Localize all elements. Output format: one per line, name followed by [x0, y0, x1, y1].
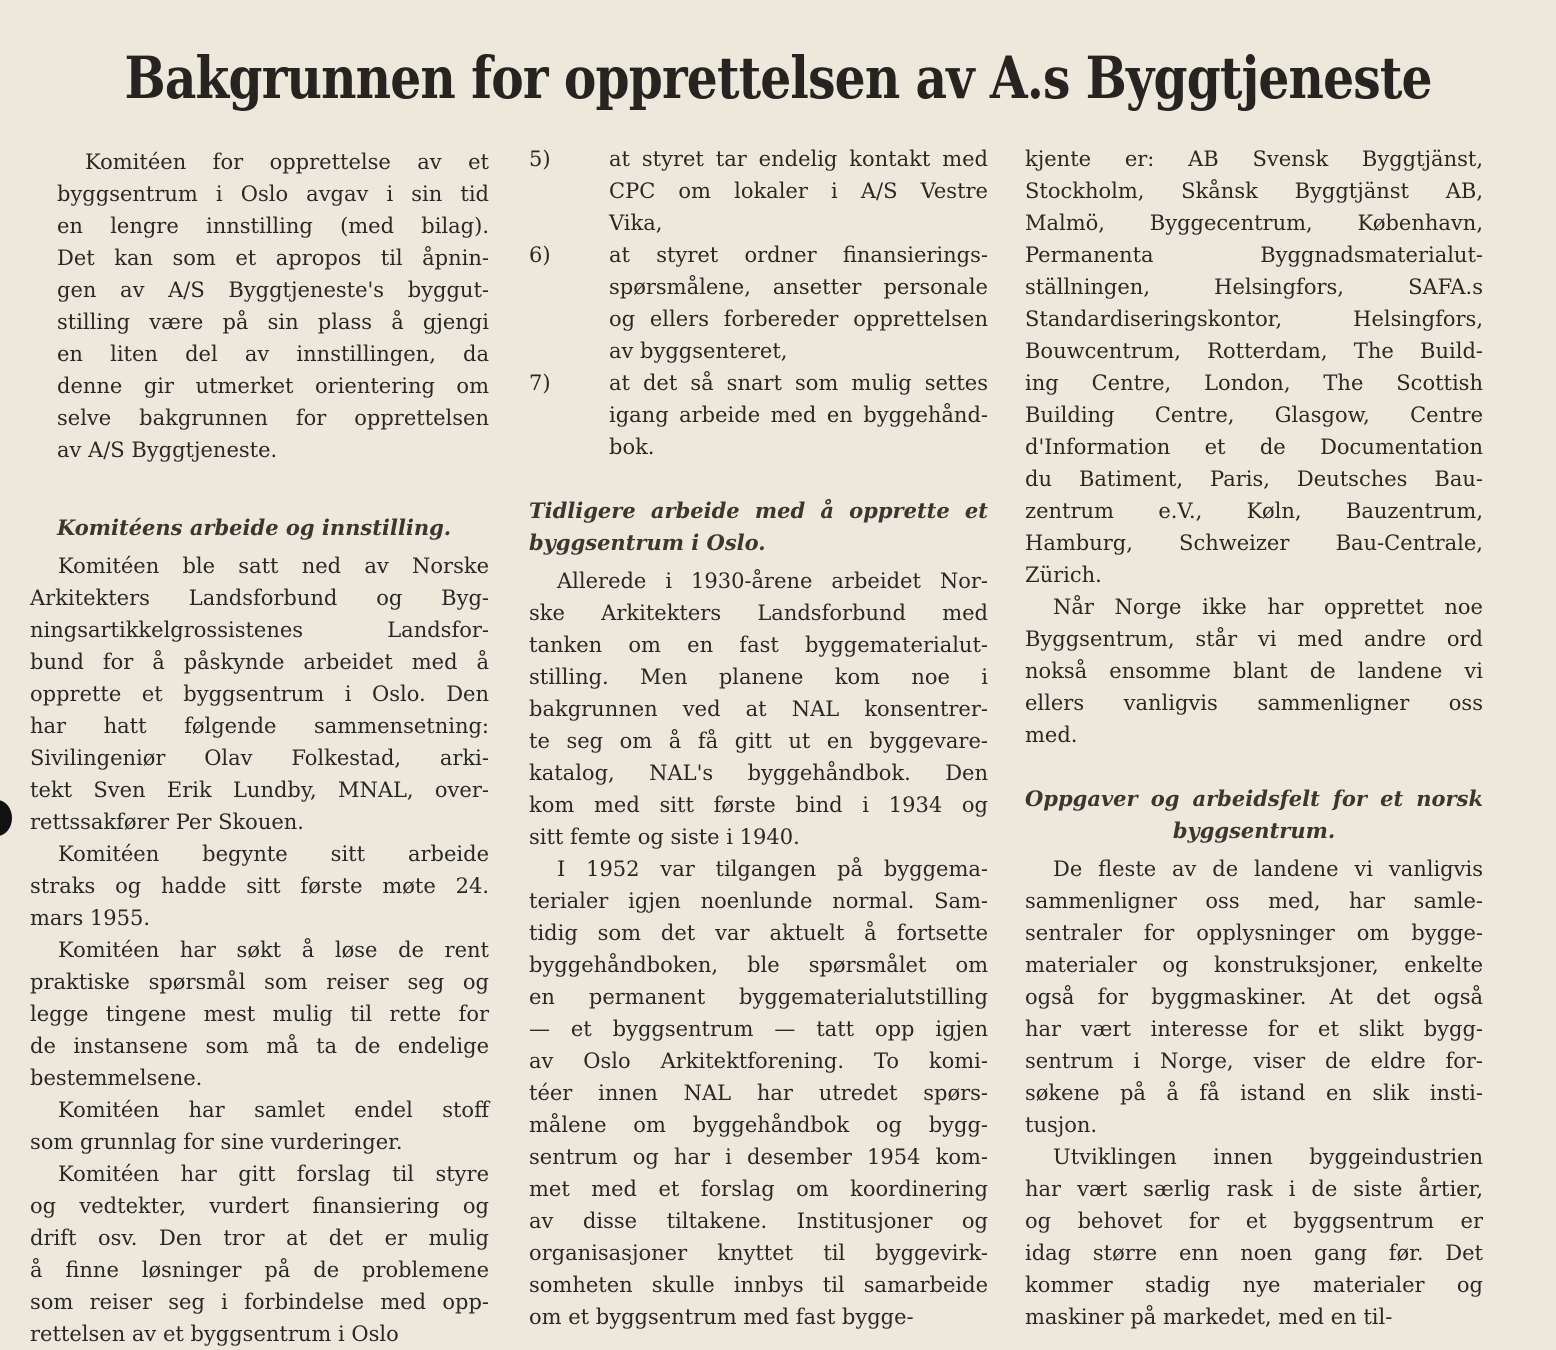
- text-line: om et byggsentrum med fast bygge-: [529, 1305, 914, 1329]
- list-number: 7): [529, 371, 551, 395]
- text-line: ellers vanligvis sammenligner oss: [1025, 691, 1483, 715]
- text-line: ställningen, Helsingfors, SAFA.s: [1025, 275, 1483, 299]
- text-line: Zürich.: [1025, 563, 1102, 587]
- text-line: sentrum i Norge, viser de eldre for-: [1025, 1049, 1483, 1073]
- text-line: igang arbeide med en byggehånd-: [609, 403, 988, 427]
- text-line: Permanenta Byggnadsmaterialut-: [1025, 243, 1483, 267]
- text-line: at det så snart som mulig settes: [609, 371, 988, 395]
- text-line: zentrum e.V., Køln, Bauzentrum,: [1025, 499, 1483, 523]
- heading-line: Oppgaver og arbeidsfelt for et norsk: [1025, 786, 1483, 811]
- text-line: Hamburg, Schweizer Bau-Centrale,: [1025, 531, 1483, 555]
- text-line: Arkitekters Landsforbund og Byg-: [30, 586, 489, 610]
- text-line: Standardiseringskontor, Helsingfors,: [1025, 307, 1483, 331]
- text-line: mars 1955.: [30, 906, 151, 930]
- text-line: av Oslo Arkitektforening. To komi-: [529, 1049, 988, 1073]
- list-number: 6): [529, 243, 551, 267]
- paragraph: [30, 550, 489, 838]
- text-line: bok.: [609, 435, 655, 459]
- text-line: De fleste av de landene vi vanligvis: [1053, 857, 1483, 881]
- text-line: — et byggsentrum — tatt opp igjen: [529, 1017, 988, 1041]
- heading-line: Tidligere arbeide med å opprette et: [529, 498, 988, 523]
- paragraph: [1025, 143, 1483, 591]
- text-line: d'Information et de Documentation: [1025, 435, 1483, 459]
- text-line: Komitéen for opprettelse av et: [85, 150, 489, 174]
- text-line: tidig som det var aktuelt å fortsette: [529, 921, 988, 945]
- list-item: [529, 239, 988, 367]
- text-line: som grunnlag for sine vurderinger.: [30, 1130, 403, 1154]
- heading-line: byggsentrum.: [1172, 818, 1336, 843]
- text-line: kommer stadig nye materialer og: [1025, 1273, 1483, 1297]
- text-line: Stockholm, Skånsk Byggtjänst AB,: [1025, 179, 1483, 203]
- text-line: drift osv. Den tror at det er mulig: [30, 1226, 489, 1250]
- text-line: du Batiment, Paris, Deutsches Bau-: [1025, 467, 1483, 491]
- text-line: bakgrunnen ved at NAL konsentrer-: [529, 697, 988, 721]
- paragraph: [30, 934, 489, 1094]
- paragraph: [30, 1094, 489, 1158]
- text-line: rettssakfører Per Skouen.: [30, 810, 304, 834]
- text-line: Utviklingen innen byggeindustrien: [1053, 1145, 1483, 1169]
- text-line: denne gir utmerket orientering om: [57, 374, 489, 398]
- text-line: I 1952 var tilgangen på byggema-: [557, 857, 988, 881]
- text-line: og behovet for et byggsentrum er: [1025, 1209, 1483, 1233]
- column-1: [30, 146, 489, 1350]
- text-line: maskiner på markedet, med en til-: [1025, 1305, 1393, 1329]
- list-item: [529, 143, 988, 239]
- text-line: nokså ensomme blant de landene vi: [1025, 659, 1483, 683]
- text-line: har vært særlig rask i de siste årtier,: [1025, 1177, 1483, 1201]
- paragraph: [1025, 853, 1483, 1141]
- text-line: har hatt følgende sammensetning:: [30, 714, 489, 738]
- text-line: kom med sitt første bind i 1934 og: [529, 793, 988, 817]
- section-heading: Komitéens arbeide og innstilling.: [57, 515, 452, 540]
- text-line: Komitéen har samlet endel stoff: [58, 1098, 489, 1122]
- text-line: bestemmelsene.: [30, 1066, 203, 1090]
- page-title: Bakgrunnen for opprettelsen av A.s Byggtjeneste: [124, 44, 1432, 112]
- text-line: sitt femte og siste i 1940.: [529, 825, 800, 849]
- paragraph: [30, 838, 489, 934]
- text-line: praktiske spørsmål som reiser seg og: [30, 970, 489, 994]
- paragraph: [30, 1158, 489, 1350]
- text-line: en liten del av innstillingen, da: [57, 342, 489, 366]
- text-line: Komitéen begynte sitt arbeide: [58, 842, 489, 866]
- text-line: Det kan som et apropos til åpnin-: [57, 246, 489, 270]
- text-line: Building Centre, Glasgow, Centre: [1025, 403, 1483, 427]
- text-line: av byggsenteret,: [609, 339, 788, 363]
- text-line: at styret ordner finansierings-: [609, 243, 988, 267]
- text-line: tusjon.: [1025, 1113, 1098, 1137]
- text-line: sammenligner oss med, har samle-: [1025, 889, 1483, 913]
- text-line: kjente er: AB Svensk Byggtjänst,: [1025, 147, 1483, 171]
- column-2: [529, 143, 988, 1333]
- text-line: Allerede i 1930-årene arbeidet Nor-: [557, 569, 988, 593]
- text-line: av disse tiltakene. Institusjoner og: [529, 1209, 988, 1233]
- text-line: har vært interesse for et slikt bygg-: [1025, 1017, 1483, 1041]
- text-line: Bouwcentrum, Rotterdam, The Build-: [1025, 339, 1483, 363]
- paragraph: [1025, 591, 1483, 751]
- text-line: Sivilingeniør Olav Folkestad, arki-: [30, 746, 489, 770]
- text-line: gen av A/S Byggtjeneste's byggut-: [57, 278, 489, 302]
- text-line: stilling. Men planene kom noe i: [529, 665, 988, 689]
- text-line: og vedtekter, vurdert finansiering og: [30, 1194, 489, 1218]
- text-line: av A/S Byggtjeneste.: [57, 438, 278, 462]
- text-line: met med et forslag om koordinering: [529, 1177, 988, 1201]
- text-line: idag større enn noen gang før. Det: [1025, 1241, 1483, 1265]
- section-heading: [1025, 783, 1483, 847]
- heading-line: byggsentrum i Oslo.: [529, 530, 766, 555]
- text-line: Komitéen ble satt ned av Norske: [58, 554, 489, 578]
- text-line: selve bakgrunnen for opprettelsen: [57, 406, 489, 430]
- text-line: Vika,: [609, 211, 663, 235]
- text-line: materialer og konstruksjoner, enkelte: [1025, 953, 1483, 977]
- text-line: katalog, NAL's byggehåndbok. Den: [529, 761, 988, 785]
- text-line: Komitéen har søkt å løse de rent: [58, 938, 489, 962]
- text-line: å finne løsninger på de problemene: [30, 1258, 489, 1282]
- text-line: søkene på å få istand en slik insti-: [1025, 1081, 1483, 1105]
- text-line: te seg om å få gitt ut en byggevare-: [529, 729, 988, 753]
- paragraph: [529, 853, 988, 1333]
- text-line: de instansene som må ta de endelige: [30, 1034, 489, 1058]
- paragraph: [1025, 1141, 1483, 1333]
- text-line: at styret tar endelig kontakt med: [609, 147, 988, 171]
- paragraph: [529, 565, 988, 853]
- text-line: målene om byggehåndbok og bygg-: [529, 1113, 988, 1137]
- text-line: sentrum og har i desember 1954 kom-: [529, 1145, 988, 1169]
- numbered-list: [529, 143, 988, 463]
- text-line: organisasjoner knyttet til byggevirk-: [529, 1241, 988, 1265]
- text-line: téer innen NAL har utredet spørs-: [529, 1081, 988, 1105]
- text-line: en lengre innstilling (med bilag).: [57, 214, 489, 238]
- text-line: Malmö, Byggecentrum, København,: [1025, 211, 1483, 235]
- text-line: Komitéen har gitt forslag til styre: [58, 1162, 489, 1186]
- text-line: Byggsentrum, står vi med andre ord: [1025, 627, 1483, 651]
- text-line: sentraler for opplysninger om bygge-: [1025, 921, 1483, 945]
- text-line: Når Norge ikke har opprettet noe: [1053, 595, 1483, 619]
- list-number: 5): [529, 147, 551, 171]
- text-line: ningsartikkelgrossistenes Landsfor-: [30, 618, 489, 642]
- text-line: også for byggmaskiner. At det også: [1025, 985, 1483, 1009]
- margin-dot: [0, 800, 12, 836]
- text-line: somheten skulle innbys til samarbeide: [529, 1273, 988, 1297]
- text-line: legge tingene mest mulig til rette for: [30, 1002, 489, 1026]
- text-line: ske Arkitekters Landsforbund med: [529, 601, 988, 625]
- text-line: en permanent byggematerialutstilling: [529, 985, 988, 1009]
- text-line: stilling være på sin plass å gjengi: [57, 310, 489, 334]
- list-item: [529, 367, 988, 463]
- text-line: spørsmålene, ansetter personale: [609, 275, 988, 299]
- text-line: med.: [1025, 723, 1078, 747]
- column-3: [1025, 143, 1483, 1333]
- text-line: CPC om lokaler i A/S Vestre: [609, 179, 988, 203]
- text-line: bund for å påskynde arbeidet med å: [30, 650, 489, 674]
- section-heading: [529, 495, 988, 559]
- text-line: byggsentrum i Oslo avgav i sin tid: [57, 182, 489, 206]
- text-line: byggehåndboken, ble spørsmålet om: [529, 953, 988, 977]
- text-line: tanken om en fast byggematerialut-: [529, 633, 988, 657]
- text-line: straks og hadde sitt første møte 24.: [30, 874, 489, 898]
- text-line: som reiser seg i forbindelse med opp-: [30, 1290, 489, 1314]
- text-line: opprette et byggsentrum i Oslo. Den: [30, 682, 489, 706]
- text-line: ing Centre, London, The Scottish: [1025, 371, 1483, 395]
- intro-paragraph: [57, 146, 489, 466]
- text-line: rettelsen av et byggsentrum i Oslo: [30, 1322, 399, 1346]
- text-line: og ellers forbereder opprettelsen: [609, 307, 988, 331]
- text-line: terialer igjen noenlunde normal. Sam-: [529, 889, 988, 913]
- text-line: tekt Sven Erik Lundby, MNAL, over-: [30, 778, 489, 802]
